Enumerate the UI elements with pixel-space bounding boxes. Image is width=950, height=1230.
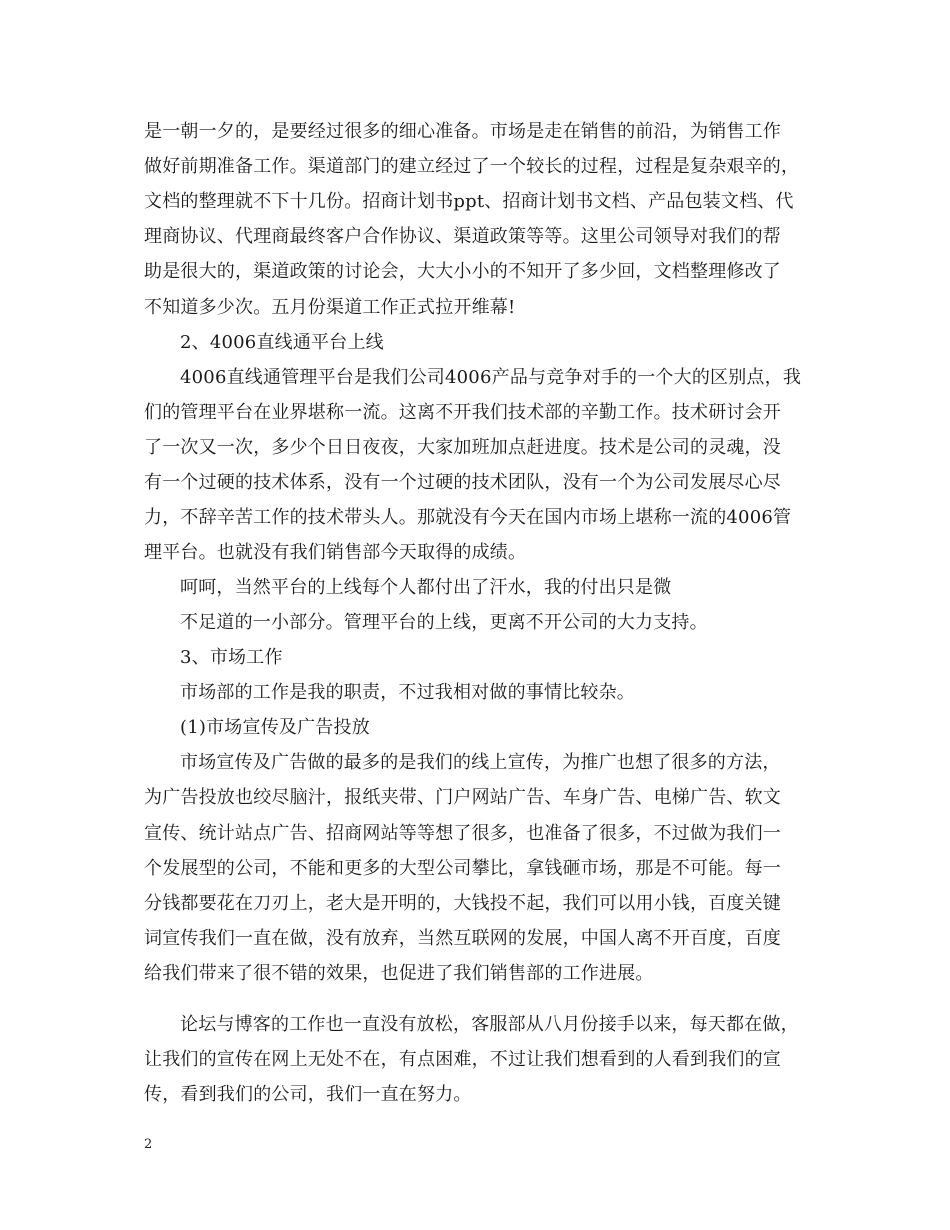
text-line: 做好前期准备工作。渠道部门的建立经过了一个较长的过程，过程是复杂艰辛的， bbox=[144, 156, 800, 177]
text-line: 个发展型的公司，不能和更多的大型公司攀比，拿钱砸市场，那是不可能。每一 bbox=[144, 858, 781, 879]
text-line: 市场宣传及广告做的最多的是我们的线上宣传，为推广也想了很多的方法， bbox=[180, 752, 781, 773]
text-line: 有一个过硬的技术体系，没有一个过硬的技术团队，没有一个为公司发展尽心尽 bbox=[144, 472, 781, 493]
text-line: 不知道多少次。五月份渠道工作正式拉开维幕! bbox=[144, 297, 516, 318]
text-line: 词宣传我们一直在做，没有放弃，当然互联网的发展，中国人离不开百度，百度 bbox=[144, 928, 781, 949]
text-line: 文档的整理就不下十几份。招商计划书ppt、招商计划书文档、产品包装文档、代 bbox=[144, 191, 794, 212]
text-line: 力，不辞辛苦工作的技术带头人。那就没有今天在国内市场上堪称一流的4006管 bbox=[144, 507, 792, 528]
text-line: 宣传、统计站点广告、招商网站等等想了很多，也准备了很多，不过做为我们一 bbox=[144, 823, 781, 844]
section-heading: 2、4006直线通平台上线 bbox=[180, 332, 384, 353]
text-line: 让我们的宣传在网上无处不在，有点困难，不过让我们想看到的人看到我们的宣 bbox=[144, 1049, 781, 1070]
text-line: 分钱都要花在刀刃上，老大是开明的，大钱投不起，我们可以用小钱，百度关键 bbox=[144, 893, 781, 914]
text-line: 理商协议、代理商最终客户合作协议、渠道政策等等。这里公司领导对我们的帮 bbox=[144, 226, 781, 247]
subsection-heading: (1)市场宣传及广告投放 bbox=[180, 717, 370, 738]
text-line: 给我们带来了很不错的效果，也促进了我们销售部的工作进展。 bbox=[144, 963, 654, 984]
text-line: 们的管理平台在业界堪称一流。这离不开我们技术部的辛勤工作。技术研讨会开 bbox=[144, 402, 781, 423]
text-line: 理平台。也就没有我们销售部今天取得的成绩。 bbox=[144, 542, 527, 563]
text-line: 呵呵，当然平台的上线每个人都付出了汗水，我的付出只是微 bbox=[180, 577, 672, 598]
text-line: 4006直线通管理平台是我们公司4006产品与竞争对手的一个大的区别点，我 bbox=[180, 367, 802, 388]
text-line: 论坛与博客的工作也一直没有放松，客服部从八月份接手以来，每天都在做， bbox=[180, 1014, 799, 1035]
text-line: 传，看到我们的公司，我们一直在努力。 bbox=[144, 1084, 472, 1105]
text-line: 是一朝一夕的，是要经过很多的细心准备。市场是走在销售的前沿，为销售工作 bbox=[144, 121, 781, 142]
section-heading: 3、市场工作 bbox=[180, 647, 283, 668]
text-line: 市场部的工作是我的职责，不过我相对做的事情比较杂。 bbox=[180, 682, 635, 703]
page-number: 2 bbox=[144, 1137, 153, 1152]
text-line: 不足道的一小部分。管理平台的上线，更离不开公司的大力支持。 bbox=[180, 612, 708, 633]
text-line: 了一次又一次，多少个日日夜夜，大家加班加点赶进度。技术是公司的灵魂，没 bbox=[144, 437, 781, 458]
text-line: 为广告投放也绞尽脑汁，报纸夹带、门户网站广告、车身广告、电梯广告、软文 bbox=[144, 787, 781, 808]
text-line: 助是很大的，渠道政策的讨论会，大大小小的不知开了多少回，文档整理修改了 bbox=[144, 261, 781, 282]
